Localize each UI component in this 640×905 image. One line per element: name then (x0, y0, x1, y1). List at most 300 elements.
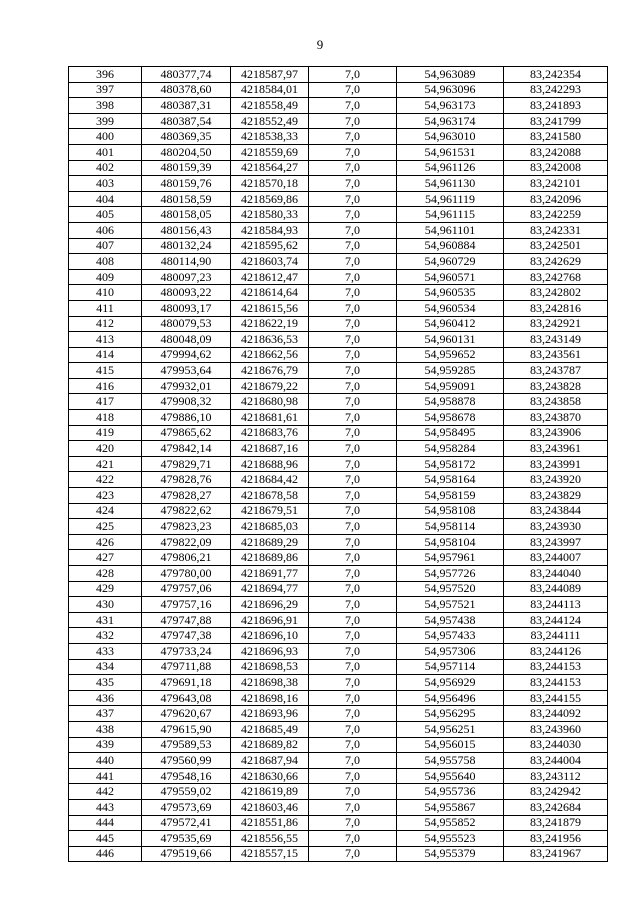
height-cell: 7,0 (309, 488, 397, 504)
y-coordinate-cell: 4218584,93 (231, 222, 309, 238)
table-row (69, 753, 608, 769)
y-coordinate-cell: 4218564,27 (231, 160, 309, 176)
height-cell: 7,0 (309, 737, 397, 753)
coordinates-table (68, 66, 608, 862)
y-coordinate-cell: 4218559,69 (231, 144, 309, 160)
y-coordinate-cell: 4218678,58 (231, 488, 309, 504)
x-coordinate-cell: 479806,21 (142, 550, 231, 566)
x-coordinate-cell: 479828,76 (142, 472, 231, 488)
point-number-cell: 411 (69, 300, 142, 316)
latitude-cell: 54,956496 (397, 690, 504, 706)
x-coordinate-cell: 479559,02 (142, 784, 231, 800)
height-cell: 7,0 (309, 160, 397, 176)
table-row (69, 612, 608, 628)
x-coordinate-cell: 479828,27 (142, 488, 231, 504)
latitude-cell: 54,959285 (397, 363, 504, 379)
x-coordinate-cell: 479560,99 (142, 753, 231, 769)
latitude-cell: 54,957114 (397, 659, 504, 675)
latitude-cell: 54,958172 (397, 456, 504, 472)
height-cell: 7,0 (309, 753, 397, 769)
y-coordinate-cell: 4218698,16 (231, 690, 309, 706)
y-coordinate-cell: 4218622,19 (231, 316, 309, 332)
table-row (69, 129, 608, 145)
table-row (69, 768, 608, 784)
point-number-cell: 431 (69, 612, 142, 628)
table-row (69, 98, 608, 114)
y-coordinate-cell: 4218685,03 (231, 519, 309, 535)
table-row (69, 222, 608, 238)
point-number-cell: 437 (69, 706, 142, 722)
x-coordinate-cell: 479733,24 (142, 643, 231, 659)
height-cell: 7,0 (309, 534, 397, 550)
x-coordinate-cell: 479615,90 (142, 721, 231, 737)
height-cell: 7,0 (309, 690, 397, 706)
table-row (69, 597, 608, 613)
height-cell: 7,0 (309, 831, 397, 847)
y-coordinate-cell: 4218691,77 (231, 566, 309, 582)
point-number-cell: 441 (69, 768, 142, 784)
latitude-cell: 54,955640 (397, 768, 504, 784)
height-cell: 7,0 (309, 659, 397, 675)
point-number-cell: 419 (69, 425, 142, 441)
latitude-cell: 54,960884 (397, 238, 504, 254)
table-row (69, 113, 608, 129)
x-coordinate-cell: 479842,14 (142, 441, 231, 457)
y-coordinate-cell: 4218603,46 (231, 799, 309, 815)
latitude-cell: 54,963173 (397, 98, 504, 114)
point-number-cell: 415 (69, 363, 142, 379)
latitude-cell: 54,958159 (397, 488, 504, 504)
point-number-cell: 413 (69, 332, 142, 348)
latitude-cell: 54,961531 (397, 144, 504, 160)
y-coordinate-cell: 4218679,51 (231, 503, 309, 519)
latitude-cell: 54,955852 (397, 815, 504, 831)
x-coordinate-cell: 479953,64 (142, 363, 231, 379)
height-cell: 7,0 (309, 846, 397, 862)
point-number-cell: 418 (69, 410, 142, 426)
table-row (69, 82, 608, 98)
latitude-cell: 54,957726 (397, 566, 504, 582)
height-cell: 7,0 (309, 784, 397, 800)
x-coordinate-cell: 479822,62 (142, 503, 231, 519)
table-row (69, 254, 608, 270)
x-coordinate-cell: 479711,88 (142, 659, 231, 675)
height-cell: 7,0 (309, 519, 397, 535)
y-coordinate-cell: 4218538,33 (231, 129, 309, 145)
point-number-cell: 433 (69, 643, 142, 659)
longitude-cell: 83,242331 (504, 222, 608, 238)
longitude-cell: 83,244124 (504, 612, 608, 628)
height-cell: 7,0 (309, 394, 397, 410)
height-cell: 7,0 (309, 799, 397, 815)
x-coordinate-cell: 480093,17 (142, 300, 231, 316)
point-number-cell: 414 (69, 347, 142, 363)
height-cell: 7,0 (309, 643, 397, 659)
y-coordinate-cell: 4218676,79 (231, 363, 309, 379)
table-row (69, 144, 608, 160)
latitude-cell: 54,960412 (397, 316, 504, 332)
longitude-cell: 83,243997 (504, 534, 608, 550)
latitude-cell: 54,963089 (397, 67, 504, 83)
point-number-cell: 424 (69, 503, 142, 519)
point-number-cell: 443 (69, 799, 142, 815)
y-coordinate-cell: 4218694,77 (231, 581, 309, 597)
latitude-cell: 54,957306 (397, 643, 504, 659)
longitude-cell: 83,243961 (504, 441, 608, 457)
point-number-cell: 423 (69, 488, 142, 504)
table-row (69, 332, 608, 348)
table-row (69, 363, 608, 379)
table-row (69, 784, 608, 800)
longitude-cell: 83,244111 (504, 628, 608, 644)
height-cell: 7,0 (309, 113, 397, 129)
table-row (69, 207, 608, 223)
point-number-cell: 425 (69, 519, 142, 535)
y-coordinate-cell: 4218557,15 (231, 846, 309, 862)
table-row (69, 67, 608, 83)
longitude-cell: 83,244092 (504, 706, 608, 722)
y-coordinate-cell: 4218552,49 (231, 113, 309, 129)
table-row (69, 519, 608, 535)
table-row (69, 176, 608, 192)
y-coordinate-cell: 4218584,01 (231, 82, 309, 98)
height-cell: 7,0 (309, 332, 397, 348)
latitude-cell: 54,956015 (397, 737, 504, 753)
latitude-cell: 54,959091 (397, 378, 504, 394)
x-coordinate-cell: 480159,76 (142, 176, 231, 192)
longitude-cell: 83,242008 (504, 160, 608, 176)
height-cell: 7,0 (309, 581, 397, 597)
point-number-cell: 417 (69, 394, 142, 410)
x-coordinate-cell: 479757,16 (142, 597, 231, 613)
table-row (69, 706, 608, 722)
page-number: 9 (316, 37, 324, 52)
latitude-cell: 54,960571 (397, 269, 504, 285)
table-row (69, 643, 608, 659)
y-coordinate-cell: 4218689,86 (231, 550, 309, 566)
longitude-cell: 83,241956 (504, 831, 608, 847)
longitude-cell: 83,242942 (504, 784, 608, 800)
latitude-cell: 54,957433 (397, 628, 504, 644)
y-coordinate-cell: 4218689,82 (231, 737, 309, 753)
x-coordinate-cell: 480387,54 (142, 113, 231, 129)
table-row (69, 285, 608, 301)
height-cell: 7,0 (309, 254, 397, 270)
y-coordinate-cell: 4218681,61 (231, 410, 309, 426)
y-coordinate-cell: 4218587,97 (231, 67, 309, 83)
y-coordinate-cell: 4218679,22 (231, 378, 309, 394)
table-row (69, 300, 608, 316)
y-coordinate-cell: 4218603,74 (231, 254, 309, 270)
table-row (69, 191, 608, 207)
longitude-cell: 83,243844 (504, 503, 608, 519)
point-number-cell: 409 (69, 269, 142, 285)
point-number-cell: 406 (69, 222, 142, 238)
y-coordinate-cell: 4218693,96 (231, 706, 309, 722)
latitude-cell: 54,955758 (397, 753, 504, 769)
longitude-cell: 83,243991 (504, 456, 608, 472)
x-coordinate-cell: 479757,06 (142, 581, 231, 597)
height-cell: 7,0 (309, 675, 397, 691)
x-coordinate-cell: 480093,22 (142, 285, 231, 301)
latitude-cell: 54,961130 (397, 176, 504, 192)
latitude-cell: 54,958678 (397, 410, 504, 426)
latitude-cell: 54,961126 (397, 160, 504, 176)
y-coordinate-cell: 4218636,53 (231, 332, 309, 348)
latitude-cell: 54,958878 (397, 394, 504, 410)
table-row (69, 534, 608, 550)
longitude-cell: 83,243930 (504, 519, 608, 535)
x-coordinate-cell: 479865,62 (142, 425, 231, 441)
x-coordinate-cell: 479620,67 (142, 706, 231, 722)
y-coordinate-cell: 4218696,93 (231, 643, 309, 659)
point-number-cell: 428 (69, 566, 142, 582)
table-row (69, 690, 608, 706)
latitude-cell: 54,956251 (397, 721, 504, 737)
height-cell: 7,0 (309, 597, 397, 613)
table-row (69, 659, 608, 675)
height-cell: 7,0 (309, 269, 397, 285)
height-cell: 7,0 (309, 347, 397, 363)
longitude-cell: 83,242501 (504, 238, 608, 254)
longitude-cell: 83,242259 (504, 207, 608, 223)
height-cell: 7,0 (309, 176, 397, 192)
y-coordinate-cell: 4218614,64 (231, 285, 309, 301)
longitude-cell: 83,243787 (504, 363, 608, 379)
height-cell: 7,0 (309, 144, 397, 160)
point-number-cell: 408 (69, 254, 142, 270)
point-number-cell: 426 (69, 534, 142, 550)
x-coordinate-cell: 479691,18 (142, 675, 231, 691)
longitude-cell: 83,243960 (504, 721, 608, 737)
x-coordinate-cell: 480158,05 (142, 207, 231, 223)
longitude-cell: 83,242816 (504, 300, 608, 316)
point-number-cell: 439 (69, 737, 142, 753)
latitude-cell: 54,958495 (397, 425, 504, 441)
point-number-cell: 401 (69, 144, 142, 160)
point-number-cell: 416 (69, 378, 142, 394)
height-cell: 7,0 (309, 768, 397, 784)
latitude-cell: 54,958164 (397, 472, 504, 488)
x-coordinate-cell: 479829,71 (142, 456, 231, 472)
point-number-cell: 427 (69, 550, 142, 566)
longitude-cell: 83,242096 (504, 191, 608, 207)
table-row (69, 472, 608, 488)
table-row (69, 441, 608, 457)
longitude-cell: 83,243828 (504, 378, 608, 394)
y-coordinate-cell: 4218619,89 (231, 784, 309, 800)
latitude-cell: 54,959652 (397, 347, 504, 363)
y-coordinate-cell: 4218687,94 (231, 753, 309, 769)
height-cell: 7,0 (309, 129, 397, 145)
latitude-cell: 54,955867 (397, 799, 504, 815)
height-cell: 7,0 (309, 300, 397, 316)
longitude-cell: 83,242629 (504, 254, 608, 270)
height-cell: 7,0 (309, 472, 397, 488)
x-coordinate-cell: 479573,69 (142, 799, 231, 815)
height-cell: 7,0 (309, 628, 397, 644)
point-number-cell: 407 (69, 238, 142, 254)
point-number-cell: 404 (69, 191, 142, 207)
y-coordinate-cell: 4218687,16 (231, 441, 309, 457)
y-coordinate-cell: 4218684,42 (231, 472, 309, 488)
longitude-cell: 83,244007 (504, 550, 608, 566)
longitude-cell: 83,242768 (504, 269, 608, 285)
longitude-cell: 83,243561 (504, 347, 608, 363)
height-cell: 7,0 (309, 566, 397, 582)
latitude-cell: 54,955379 (397, 846, 504, 862)
point-number-cell: 432 (69, 628, 142, 644)
table-row (69, 815, 608, 831)
x-coordinate-cell: 480114,90 (142, 254, 231, 270)
x-coordinate-cell: 479589,53 (142, 737, 231, 753)
longitude-cell: 83,243149 (504, 332, 608, 348)
longitude-cell: 83,244155 (504, 690, 608, 706)
point-number-cell: 396 (69, 67, 142, 83)
table-row (69, 160, 608, 176)
x-coordinate-cell: 480369,35 (142, 129, 231, 145)
x-coordinate-cell: 479908,32 (142, 394, 231, 410)
y-coordinate-cell: 4218630,66 (231, 768, 309, 784)
height-cell: 7,0 (309, 706, 397, 722)
latitude-cell: 54,955523 (397, 831, 504, 847)
point-number-cell: 397 (69, 82, 142, 98)
x-coordinate-cell: 479780,00 (142, 566, 231, 582)
x-coordinate-cell: 480079,53 (142, 316, 231, 332)
x-coordinate-cell: 479886,10 (142, 410, 231, 426)
longitude-cell: 83,242921 (504, 316, 608, 332)
y-coordinate-cell: 4218689,29 (231, 534, 309, 550)
longitude-cell: 83,241879 (504, 815, 608, 831)
y-coordinate-cell: 4218551,86 (231, 815, 309, 831)
height-cell: 7,0 (309, 721, 397, 737)
height-cell: 7,0 (309, 207, 397, 223)
table-row (69, 316, 608, 332)
table-row (69, 675, 608, 691)
table-row (69, 488, 608, 504)
y-coordinate-cell: 4218580,33 (231, 207, 309, 223)
height-cell: 7,0 (309, 425, 397, 441)
point-number-cell: 430 (69, 597, 142, 613)
height-cell: 7,0 (309, 191, 397, 207)
table-row (69, 410, 608, 426)
longitude-cell: 83,244040 (504, 566, 608, 582)
x-coordinate-cell: 480156,43 (142, 222, 231, 238)
point-number-cell: 420 (69, 441, 142, 457)
latitude-cell: 54,958104 (397, 534, 504, 550)
y-coordinate-cell: 4218680,98 (231, 394, 309, 410)
x-coordinate-cell: 479535,69 (142, 831, 231, 847)
latitude-cell: 54,961115 (397, 207, 504, 223)
latitude-cell: 54,963096 (397, 82, 504, 98)
latitude-cell: 54,957520 (397, 581, 504, 597)
table-row (69, 378, 608, 394)
table-row (69, 347, 608, 363)
height-cell: 7,0 (309, 363, 397, 379)
height-cell: 7,0 (309, 316, 397, 332)
point-number-cell: 399 (69, 113, 142, 129)
x-coordinate-cell: 480132,24 (142, 238, 231, 254)
longitude-cell: 83,244030 (504, 737, 608, 753)
latitude-cell: 54,957438 (397, 612, 504, 628)
latitude-cell: 54,958108 (397, 503, 504, 519)
x-coordinate-cell: 479822,09 (142, 534, 231, 550)
latitude-cell: 54,958114 (397, 519, 504, 535)
coordinates-table-body (69, 67, 608, 862)
point-number-cell: 421 (69, 456, 142, 472)
latitude-cell: 54,957521 (397, 597, 504, 613)
longitude-cell: 83,242101 (504, 176, 608, 192)
latitude-cell: 54,955736 (397, 784, 504, 800)
x-coordinate-cell: 479994,62 (142, 347, 231, 363)
point-number-cell: 435 (69, 675, 142, 691)
longitude-cell: 83,241580 (504, 129, 608, 145)
longitude-cell: 83,244126 (504, 643, 608, 659)
longitude-cell: 83,241893 (504, 98, 608, 114)
point-number-cell: 438 (69, 721, 142, 737)
longitude-cell: 83,243858 (504, 394, 608, 410)
latitude-cell: 54,957961 (397, 550, 504, 566)
height-cell: 7,0 (309, 98, 397, 114)
x-coordinate-cell: 479747,88 (142, 612, 231, 628)
x-coordinate-cell: 479747,38 (142, 628, 231, 644)
y-coordinate-cell: 4218569,86 (231, 191, 309, 207)
x-coordinate-cell: 480387,31 (142, 98, 231, 114)
point-number-cell: 400 (69, 129, 142, 145)
y-coordinate-cell: 4218698,53 (231, 659, 309, 675)
longitude-cell: 83,243920 (504, 472, 608, 488)
table-row (69, 394, 608, 410)
y-coordinate-cell: 4218696,29 (231, 597, 309, 613)
point-number-cell: 446 (69, 846, 142, 862)
y-coordinate-cell: 4218662,56 (231, 347, 309, 363)
point-number-cell: 436 (69, 690, 142, 706)
x-coordinate-cell: 479572,41 (142, 815, 231, 831)
latitude-cell: 54,960535 (397, 285, 504, 301)
table-row (69, 269, 608, 285)
table-row (69, 721, 608, 737)
latitude-cell: 54,963174 (397, 113, 504, 129)
longitude-cell: 83,242088 (504, 144, 608, 160)
height-cell: 7,0 (309, 378, 397, 394)
x-coordinate-cell: 480377,74 (142, 67, 231, 83)
longitude-cell: 83,243829 (504, 488, 608, 504)
point-number-cell: 410 (69, 285, 142, 301)
y-coordinate-cell: 4218696,91 (231, 612, 309, 628)
longitude-cell: 83,244153 (504, 675, 608, 691)
height-cell: 7,0 (309, 503, 397, 519)
height-cell: 7,0 (309, 441, 397, 457)
point-number-cell: 402 (69, 160, 142, 176)
longitude-cell: 83,241799 (504, 113, 608, 129)
x-coordinate-cell: 479643,08 (142, 690, 231, 706)
x-coordinate-cell: 480159,39 (142, 160, 231, 176)
latitude-cell: 54,956295 (397, 706, 504, 722)
longitude-cell: 83,243906 (504, 425, 608, 441)
height-cell: 7,0 (309, 222, 397, 238)
table-row (69, 846, 608, 862)
longitude-cell: 83,244004 (504, 753, 608, 769)
x-coordinate-cell: 480097,23 (142, 269, 231, 285)
longitude-cell: 83,243870 (504, 410, 608, 426)
x-coordinate-cell: 480158,59 (142, 191, 231, 207)
point-number-cell: 440 (69, 753, 142, 769)
y-coordinate-cell: 4218556,55 (231, 831, 309, 847)
table-row (69, 503, 608, 519)
latitude-cell: 54,960131 (397, 332, 504, 348)
longitude-cell: 83,242802 (504, 285, 608, 301)
longitude-cell: 83,242293 (504, 82, 608, 98)
